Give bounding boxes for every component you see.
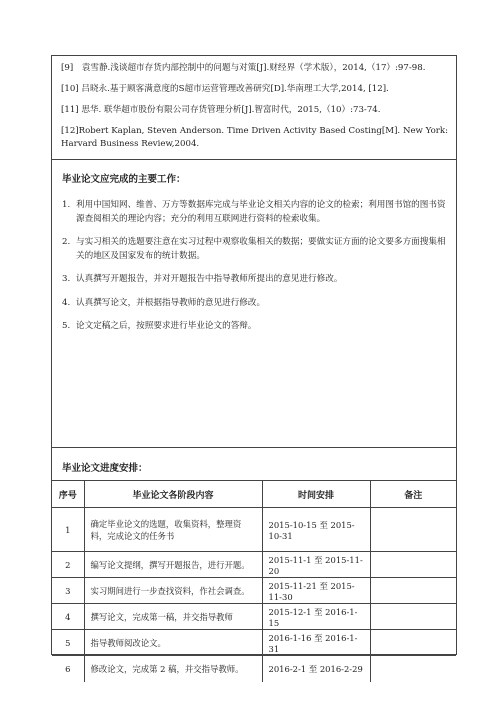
header-number: 序号: [52, 481, 84, 508]
row-note: [370, 630, 456, 656]
references-section: [52, 56, 456, 160]
row-content: 指导教师阅改论文。: [84, 630, 262, 656]
table-row: [52, 656, 456, 682]
header-time: 时间安排: [262, 481, 370, 508]
reference-item: [10] 吕晓永.基于顾客满意度的S超市运营管理改善研究[D].华南理工大学,2014, [12].: [61, 84, 389, 94]
schedule-table: [52, 480, 456, 682]
reference-item: [9] 袁雪静.浅谈超市存货内部控制中的问题与对策[J].财经界（学术版），2014,（17）:97-98.: [61, 63, 426, 73]
header-content: 毕业论文各阶段内容: [84, 481, 262, 508]
task-item: [62, 236, 446, 263]
task-text: 论文定稿之后，按照要求进行毕业论文的答辩。: [76, 321, 257, 331]
task-text: 认真撰写开题报告，并对开题报告中指导教师所提出的意见进行修改。: [76, 274, 343, 284]
row-time: 2015-12-1 至 2016-1-15: [262, 604, 370, 630]
row-number: 6: [52, 656, 84, 682]
task-text: 与实习相关的选题要注意在实习过程中观察收集相关的数据；要做实证方面的论文要多方面搜集相关的地区及国家发布的统计数据。: [76, 237, 446, 261]
row-note: [370, 656, 456, 682]
task-item: [62, 199, 446, 226]
row-number: 1: [52, 508, 84, 552]
schedule-section: [52, 448, 456, 674]
table-row: [52, 508, 456, 552]
row-note: [370, 552, 456, 578]
document-frame: [51, 55, 457, 674]
row-number: 2: [52, 552, 84, 578]
row-note: [370, 578, 456, 604]
header-note: 备注: [370, 481, 456, 508]
row-note: [370, 508, 456, 552]
reference-item: [11] 思华. 联华超市股份有限公司存货管理分析[J].智富时代，2015,（10）:73-74.: [61, 105, 381, 115]
task-item: [62, 273, 446, 287]
main-tasks-section: [52, 160, 456, 448]
table-row: [52, 552, 456, 578]
reference-item: [12]Robert Kaplan, Steven Anderson. Time Driven Activity Based Costing[M]. New York: Harvard Business Review,2004.: [61, 126, 448, 149]
task-number: 5.: [62, 321, 71, 331]
row-time: 2016-2-1 至 2016-2-29: [262, 656, 370, 682]
schedule-title: 毕业论文进度安排：: [62, 463, 148, 474]
task-item: [62, 320, 446, 334]
task-number: 3.: [62, 274, 71, 284]
task-text: 认真撰写论文，并根据指导教师的意见进行修改。: [76, 297, 266, 308]
tasks-title: 毕业论文应完成的主要工作：: [62, 174, 186, 185]
row-content: 实习期间进行一步查找资料，作社会调查。: [84, 578, 262, 604]
row-number: 3: [52, 578, 84, 604]
row-number: 4: [52, 604, 84, 630]
row-time: 2015-11-1 至 2015-11-20: [262, 552, 370, 578]
row-time: 2016-1-16 至 2016-1-31: [262, 630, 370, 656]
row-content: 确定毕业论文的选题，收集资料，整理资料，完成论文的任务书: [84, 508, 262, 552]
row-content: 撰写论文，完成第一稿，并交指导教师: [84, 604, 262, 630]
schedule-header-row: [52, 481, 456, 508]
task-text: 利用中国知网、维普、万方等数据库完成与毕业论文相关内容的论文的检索；利用图书馆的图书资源查阅相关的理论内容；充分的利用互联网进行资料的检索收集。: [76, 200, 446, 224]
row-number: 5: [52, 630, 84, 656]
task-number: 2.: [62, 237, 71, 247]
row-content: 修改论文，完成第 2 稿，并交指导教师。: [84, 656, 262, 682]
table-row: [52, 578, 456, 604]
row-content: 编写论文提纲，撰写开题报告，进行开题。: [84, 552, 262, 578]
task-item: [62, 297, 446, 311]
task-number: 4.: [62, 297, 71, 308]
row-note: [370, 604, 456, 630]
row-time: 2015-10-15 至 2015-10-31: [262, 508, 370, 552]
row-time: 2015-11-21 至 2015-11-30: [262, 578, 370, 604]
table-row: [52, 630, 456, 656]
task-number: 1.: [62, 200, 71, 210]
table-row: [52, 604, 456, 630]
